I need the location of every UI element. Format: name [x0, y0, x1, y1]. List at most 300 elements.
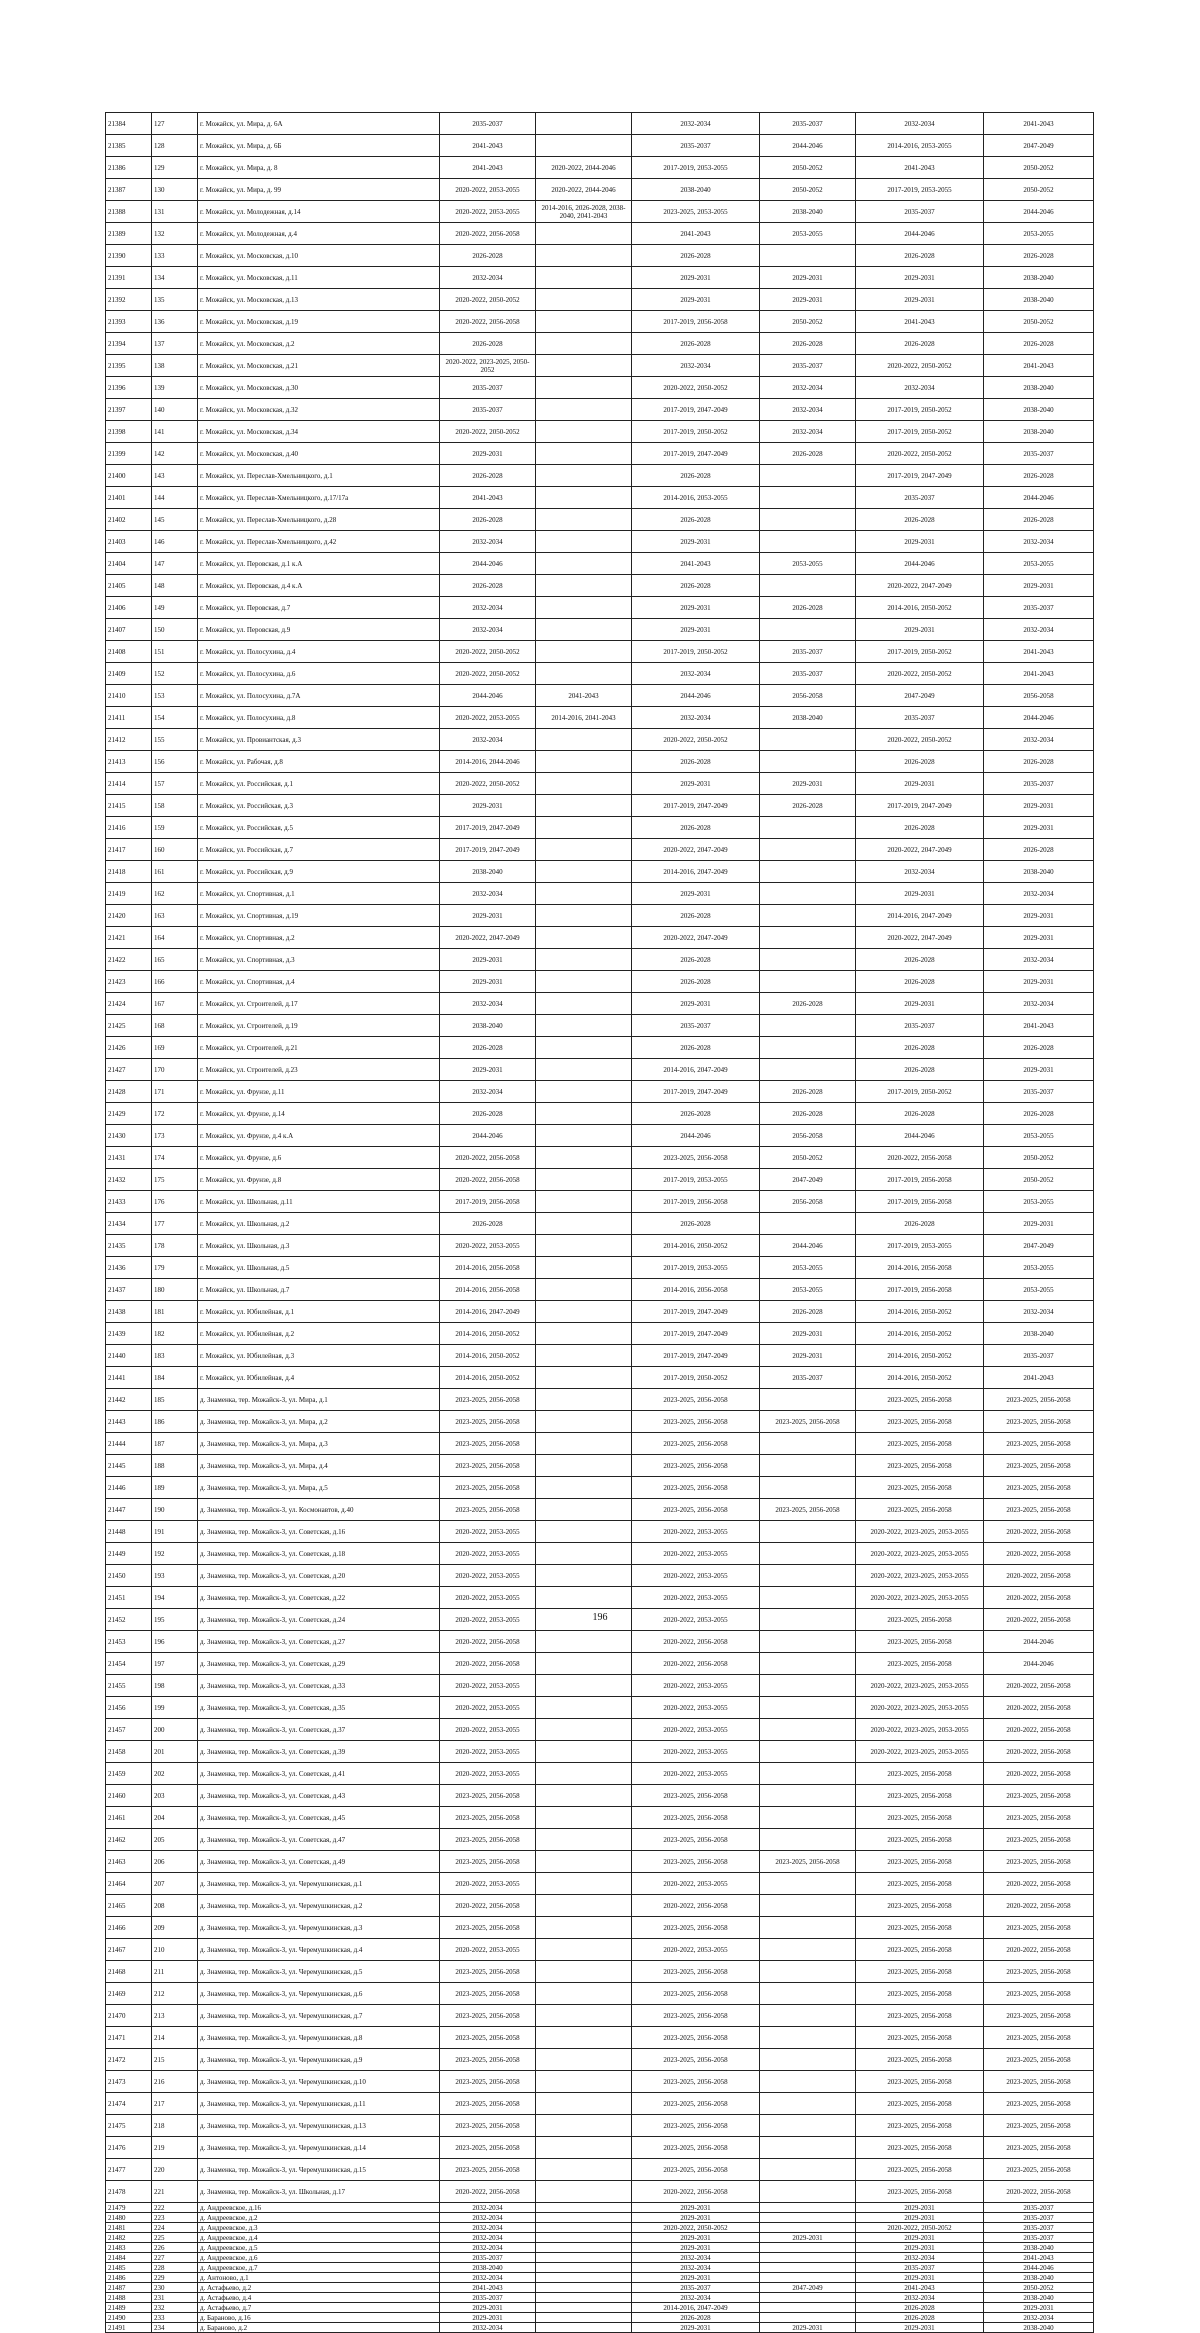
period-c-cell: 2029-2031	[632, 531, 760, 553]
address-cell: д. Знаменка, тер. Можайск-3, ул. Черемушкинская, д.1	[198, 1873, 440, 1895]
address-cell: г. Можайск, ул. Спортивная, д.1	[198, 883, 440, 905]
period-d-cell: 2035-2037	[760, 663, 856, 685]
period-d-cell	[760, 2263, 856, 2273]
period-c-cell: 2023-2025, 2056-2058	[632, 1917, 760, 1939]
period-e-cell: 2020-2022, 2023-2025, 2053-2055	[856, 1543, 984, 1565]
row-id-cell: 21486	[106, 2273, 152, 2283]
period-d-cell	[760, 245, 856, 267]
item-number-cell: 226	[152, 2243, 198, 2253]
period-c-cell: 2029-2031	[632, 289, 760, 311]
period-d-cell	[760, 971, 856, 993]
period-b-cell	[536, 927, 632, 949]
row-id-cell: 21446	[106, 1477, 152, 1499]
item-number-cell: 190	[152, 1499, 198, 1521]
period-a-cell: 2032-2034	[440, 619, 536, 641]
period-c-cell: 2017-2019, 2053-2055	[632, 157, 760, 179]
period-d-cell	[760, 1565, 856, 1587]
table-body	[106, 113, 1094, 2333]
period-c-cell: 2020-2022, 2053-2055	[632, 1587, 760, 1609]
period-a-cell: 2020-2022, 2050-2052	[440, 641, 536, 663]
table-row	[106, 1191, 1094, 1213]
period-c-cell: 2017-2019, 2056-2058	[632, 1191, 760, 1213]
row-id-cell: 21463	[106, 1851, 152, 1873]
row-id-cell: 21444	[106, 1433, 152, 1455]
period-e-cell: 2029-2031	[856, 993, 984, 1015]
period-f-cell: 2023-2025, 2056-2058	[984, 1917, 1094, 1939]
address-cell: г. Можайск, ул. Московская, д.32	[198, 399, 440, 421]
period-c-cell: 2023-2025, 2056-2058	[632, 2159, 760, 2181]
period-f-cell: 2026-2028	[984, 245, 1094, 267]
row-id-cell: 21474	[106, 2093, 152, 2115]
period-d-cell	[760, 465, 856, 487]
period-c-cell: 2017-2019, 2047-2049	[632, 795, 760, 817]
row-id-cell: 21440	[106, 1345, 152, 1367]
row-id-cell: 21439	[106, 1323, 152, 1345]
period-a-cell: 2026-2028	[440, 1037, 536, 1059]
period-d-cell	[760, 2071, 856, 2093]
period-f-cell: 2026-2028	[984, 1037, 1094, 1059]
table-row	[106, 223, 1094, 245]
period-b-cell	[536, 2027, 632, 2049]
address-cell: г. Можайск, ул. Строителей, д.17	[198, 993, 440, 1015]
table-row	[106, 421, 1094, 443]
item-number-cell: 139	[152, 377, 198, 399]
period-c-cell: 2026-2028	[632, 465, 760, 487]
period-e-cell: 2017-2019, 2056-2058	[856, 1279, 984, 1301]
row-id-cell: 21448	[106, 1521, 152, 1543]
table-row	[106, 1477, 1094, 1499]
row-id-cell: 21443	[106, 1411, 152, 1433]
table-row	[106, 465, 1094, 487]
period-a-cell: 2029-2031	[440, 443, 536, 465]
period-c-cell: 2035-2037	[632, 2283, 760, 2293]
row-id-cell: 21427	[106, 1059, 152, 1081]
table-row	[106, 531, 1094, 553]
period-c-cell: 2023-2025, 2056-2058	[632, 1499, 760, 1521]
table-row	[106, 773, 1094, 795]
row-id-cell: 21400	[106, 465, 152, 487]
row-id-cell: 21417	[106, 839, 152, 861]
period-b-cell	[536, 1235, 632, 1257]
table-row	[106, 2005, 1094, 2027]
period-f-cell: 2050-2052	[984, 1147, 1094, 1169]
period-c-cell: 2026-2028	[632, 333, 760, 355]
table-row	[106, 1235, 1094, 1257]
period-e-cell: 2020-2022, 2023-2025, 2053-2055	[856, 1587, 984, 1609]
period-b-cell	[536, 1917, 632, 1939]
table-row	[106, 2203, 1094, 2213]
period-a-cell: 2023-2025, 2056-2058	[440, 1807, 536, 1829]
period-b-cell	[536, 1631, 632, 1653]
table-row	[106, 1675, 1094, 1697]
item-number-cell: 151	[152, 641, 198, 663]
address-cell: д. Знаменка, тер. Можайск-3, ул. Советская, д.29	[198, 1653, 440, 1675]
period-f-cell: 2020-2022, 2056-2058	[984, 1763, 1094, 1785]
period-e-cell: 2020-2022, 2023-2025, 2053-2055	[856, 1741, 984, 1763]
address-cell: г. Можайск, ул. Провиантская, д.3	[198, 729, 440, 751]
item-number-cell: 206	[152, 1851, 198, 1873]
address-cell: д. Знаменка, тер. Можайск-3, ул. Советская, д.49	[198, 1851, 440, 1873]
address-cell: г. Можайск, ул. Перовская, д.7	[198, 597, 440, 619]
period-c-cell: 2038-2040	[632, 179, 760, 201]
table-row	[106, 663, 1094, 685]
period-b-cell	[536, 905, 632, 927]
address-cell: г. Можайск, ул. Юбилейная, д.1	[198, 1301, 440, 1323]
period-b-cell	[536, 751, 632, 773]
period-a-cell: 2023-2025, 2056-2058	[440, 2115, 536, 2137]
period-a-cell: 2041-2043	[440, 135, 536, 157]
period-d-cell: 2026-2028	[760, 993, 856, 1015]
period-e-cell: 2014-2016, 2050-2052	[856, 1323, 984, 1345]
period-f-cell: 2029-2031	[984, 817, 1094, 839]
address-cell: г. Можайск, ул. Школьная, д.3	[198, 1235, 440, 1257]
period-e-cell: 2026-2028	[856, 333, 984, 355]
period-f-cell: 2023-2025, 2056-2058	[984, 2159, 1094, 2181]
period-f-cell: 2026-2028	[984, 839, 1094, 861]
period-b-cell	[536, 2243, 632, 2253]
period-f-cell: 2050-2052	[984, 1169, 1094, 1191]
period-a-cell: 2023-2025, 2056-2058	[440, 1477, 536, 1499]
item-number-cell: 220	[152, 2159, 198, 2181]
period-d-cell: 2056-2058	[760, 1125, 856, 1147]
period-e-cell: 2017-2019, 2053-2055	[856, 1235, 984, 1257]
period-c-cell: 2041-2043	[632, 223, 760, 245]
period-f-cell: 2020-2022, 2056-2058	[984, 1565, 1094, 1587]
period-e-cell: 2023-2025, 2056-2058	[856, 2049, 984, 2071]
period-c-cell: 2026-2028	[632, 1103, 760, 1125]
address-cell: д. Знаменка, тер. Можайск-3, ул. Черемушкинская, д.3	[198, 1917, 440, 1939]
period-b-cell	[536, 1697, 632, 1719]
period-a-cell: 2020-2022, 2053-2055	[440, 1741, 536, 1763]
period-c-cell: 2023-2025, 2056-2058	[632, 2027, 760, 2049]
period-e-cell: 2017-2019, 2056-2058	[856, 1191, 984, 1213]
period-a-cell: 2026-2028	[440, 465, 536, 487]
period-e-cell: 2029-2031	[856, 883, 984, 905]
period-f-cell: 2047-2049	[984, 1235, 1094, 1257]
period-e-cell: 2026-2028	[856, 751, 984, 773]
table-row	[106, 2253, 1094, 2263]
table-row	[106, 1037, 1094, 1059]
period-e-cell: 2017-2019, 2047-2049	[856, 465, 984, 487]
address-cell: д. Андреевское, д.4	[198, 2233, 440, 2243]
period-e-cell: 2026-2028	[856, 1103, 984, 1125]
period-e-cell: 2017-2019, 2053-2055	[856, 179, 984, 201]
item-number-cell: 186	[152, 1411, 198, 1433]
table-row	[106, 1301, 1094, 1323]
address-cell: г. Можайск, ул. Полосухина, д.8	[198, 707, 440, 729]
item-number-cell: 214	[152, 2027, 198, 2049]
period-d-cell: 2053-2055	[760, 1257, 856, 1279]
address-cell: д. Знаменка, тер. Можайск-3, ул. Черемушкинская, д.6	[198, 1983, 440, 2005]
period-a-cell: 2044-2046	[440, 685, 536, 707]
row-id-cell: 21453	[106, 1631, 152, 1653]
period-a-cell: 2029-2031	[440, 795, 536, 817]
period-d-cell	[760, 1015, 856, 1037]
period-f-cell: 2038-2040	[984, 861, 1094, 883]
period-e-cell: 2032-2034	[856, 861, 984, 883]
row-id-cell: 21385	[106, 135, 152, 157]
row-id-cell: 21389	[106, 223, 152, 245]
item-number-cell: 196	[152, 1631, 198, 1653]
period-a-cell: 2023-2025, 2056-2058	[440, 2093, 536, 2115]
period-a-cell: 2032-2034	[440, 2203, 536, 2213]
item-number-cell: 211	[152, 1961, 198, 1983]
period-b-cell	[536, 2293, 632, 2303]
table-row	[106, 2159, 1094, 2181]
address-cell: г. Можайск, ул. Спортивная, д.2	[198, 927, 440, 949]
row-id-cell: 21407	[106, 619, 152, 641]
period-f-cell: 2047-2049	[984, 135, 1094, 157]
period-e-cell: 2020-2022, 2047-2049	[856, 575, 984, 597]
period-c-cell: 2020-2022, 2056-2058	[632, 1895, 760, 1917]
table-row	[106, 487, 1094, 509]
period-c-cell: 2020-2022, 2053-2055	[632, 1565, 760, 1587]
period-d-cell: 2029-2031	[760, 289, 856, 311]
table-row	[106, 1411, 1094, 1433]
period-c-cell: 2017-2019, 2056-2058	[632, 311, 760, 333]
period-a-cell: 2026-2028	[440, 1103, 536, 1125]
item-number-cell: 194	[152, 1587, 198, 1609]
period-d-cell: 2029-2031	[760, 2323, 856, 2333]
period-d-cell	[760, 2093, 856, 2115]
period-b-cell	[536, 1411, 632, 1433]
period-b-cell: 2014-2016, 2041-2043	[536, 707, 632, 729]
row-id-cell: 21431	[106, 1147, 152, 1169]
period-c-cell: 2014-2016, 2056-2058	[632, 1279, 760, 1301]
row-id-cell: 21404	[106, 553, 152, 575]
period-c-cell: 2023-2025, 2056-2058	[632, 1807, 760, 1829]
item-number-cell: 145	[152, 509, 198, 531]
period-f-cell: 2026-2028	[984, 751, 1094, 773]
period-c-cell: 2029-2031	[632, 267, 760, 289]
row-id-cell: 21468	[106, 1961, 152, 1983]
item-number-cell: 175	[152, 1169, 198, 1191]
table-row	[106, 1851, 1094, 1873]
table-row	[106, 1895, 1094, 1917]
period-d-cell: 2032-2034	[760, 399, 856, 421]
period-f-cell: 2020-2022, 2056-2058	[984, 1895, 1094, 1917]
item-number-cell: 216	[152, 2071, 198, 2093]
address-cell: д. Антоново, д.1	[198, 2273, 440, 2283]
row-id-cell: 21460	[106, 1785, 152, 1807]
row-id-cell: 21442	[106, 1389, 152, 1411]
row-id-cell: 21466	[106, 1917, 152, 1939]
period-b-cell	[536, 289, 632, 311]
period-e-cell: 2026-2028	[856, 971, 984, 993]
period-c-cell: 2020-2022, 2053-2055	[632, 1873, 760, 1895]
period-c-cell: 2035-2037	[632, 135, 760, 157]
table-row	[106, 2049, 1094, 2071]
item-number-cell: 132	[152, 223, 198, 245]
table-row	[106, 2137, 1094, 2159]
period-a-cell: 2020-2022, 2056-2058	[440, 1653, 536, 1675]
period-b-cell: 2041-2043	[536, 685, 632, 707]
period-e-cell: 2023-2025, 2056-2058	[856, 2093, 984, 2115]
period-a-cell: 2023-2025, 2056-2058	[440, 1829, 536, 1851]
item-number-cell: 187	[152, 1433, 198, 1455]
address-cell: г. Можайск, ул. Мира, д. 99	[198, 179, 440, 201]
period-e-cell: 2029-2031	[856, 2243, 984, 2253]
period-c-cell: 2017-2019, 2050-2052	[632, 421, 760, 443]
period-e-cell: 2023-2025, 2056-2058	[856, 2137, 984, 2159]
item-number-cell: 181	[152, 1301, 198, 1323]
period-f-cell: 2020-2022, 2056-2058	[984, 1873, 1094, 1895]
item-number-cell: 167	[152, 993, 198, 1015]
period-f-cell: 2038-2040	[984, 267, 1094, 289]
period-a-cell: 2035-2037	[440, 113, 536, 135]
item-number-cell: 218	[152, 2115, 198, 2137]
period-e-cell: 2029-2031	[856, 2203, 984, 2213]
period-c-cell: 2020-2022, 2053-2055	[632, 1675, 760, 1697]
period-b-cell: 2020-2022, 2044-2046	[536, 157, 632, 179]
item-number-cell: 133	[152, 245, 198, 267]
period-a-cell: 2020-2022, 2050-2052	[440, 421, 536, 443]
table-row	[106, 113, 1094, 135]
address-cell: д. Знаменка, тер. Можайск-3, ул. Мира, д.3	[198, 1433, 440, 1455]
period-d-cell: 2026-2028	[760, 795, 856, 817]
period-f-cell: 2029-2031	[984, 795, 1094, 817]
period-c-cell: 2017-2019, 2047-2049	[632, 443, 760, 465]
period-d-cell	[760, 1587, 856, 1609]
period-c-cell: 2020-2022, 2056-2058	[632, 2181, 760, 2203]
period-a-cell: 2017-2019, 2056-2058	[440, 1191, 536, 1213]
table-row	[106, 553, 1094, 575]
period-c-cell: 2023-2025, 2056-2058	[632, 2071, 760, 2093]
period-e-cell: 2023-2025, 2056-2058	[856, 1785, 984, 1807]
period-c-cell: 2020-2022, 2056-2058	[632, 1631, 760, 1653]
period-d-cell	[760, 531, 856, 553]
period-e-cell: 2014-2016, 2056-2058	[856, 1257, 984, 1279]
period-e-cell: 2017-2019, 2056-2058	[856, 1169, 984, 1191]
item-number-cell: 227	[152, 2253, 198, 2263]
period-a-cell: 2020-2022, 2053-2055	[440, 1675, 536, 1697]
address-cell: г. Можайск, ул. Московская, д.34	[198, 421, 440, 443]
period-b-cell	[536, 333, 632, 355]
item-number-cell: 231	[152, 2293, 198, 2303]
table-row	[106, 2071, 1094, 2093]
period-f-cell: 2020-2022, 2056-2058	[984, 1741, 1094, 1763]
period-b-cell	[536, 2049, 632, 2071]
period-a-cell: 2038-2040	[440, 861, 536, 883]
period-a-cell: 2032-2034	[440, 2273, 536, 2283]
period-a-cell: 2032-2034	[440, 729, 536, 751]
table-row	[106, 1103, 1094, 1125]
period-d-cell	[760, 2049, 856, 2071]
period-f-cell: 2020-2022, 2056-2058	[984, 1587, 1094, 1609]
item-number-cell: 200	[152, 1719, 198, 1741]
item-number-cell: 173	[152, 1125, 198, 1147]
period-a-cell: 2014-2016, 2050-2052	[440, 1323, 536, 1345]
period-b-cell	[536, 2093, 632, 2115]
address-cell: д. Знаменка, тер. Можайск-3, ул. Черемушкинская, д.9	[198, 2049, 440, 2071]
period-e-cell: 2032-2034	[856, 377, 984, 399]
period-d-cell: 2050-2052	[760, 179, 856, 201]
period-d-cell: 2044-2046	[760, 135, 856, 157]
period-d-cell	[760, 2115, 856, 2137]
period-b-cell	[536, 2159, 632, 2181]
item-number-cell: 154	[152, 707, 198, 729]
period-b-cell	[536, 1565, 632, 1587]
period-e-cell: 2020-2022, 2023-2025, 2053-2055	[856, 1565, 984, 1587]
period-e-cell: 2023-2025, 2056-2058	[856, 1829, 984, 1851]
period-b-cell	[536, 1169, 632, 1191]
period-b-cell	[536, 1147, 632, 1169]
period-b-cell	[536, 1939, 632, 1961]
row-id-cell: 21395	[106, 355, 152, 377]
period-a-cell: 2026-2028	[440, 575, 536, 597]
period-a-cell: 2023-2025, 2056-2058	[440, 2005, 536, 2027]
period-a-cell: 2038-2040	[440, 2263, 536, 2273]
period-a-cell: 2023-2025, 2056-2058	[440, 1433, 536, 1455]
period-c-cell: 2020-2022, 2053-2055	[632, 1719, 760, 1741]
period-d-cell: 2044-2046	[760, 1235, 856, 1257]
period-e-cell: 2014-2016, 2050-2052	[856, 597, 984, 619]
period-a-cell: 2023-2025, 2056-2058	[440, 2159, 536, 2181]
period-e-cell: 2026-2028	[856, 1037, 984, 1059]
period-b-cell	[536, 531, 632, 553]
period-e-cell: 2023-2025, 2056-2058	[856, 1411, 984, 1433]
table-row	[106, 1587, 1094, 1609]
period-d-cell	[760, 839, 856, 861]
period-f-cell: 2023-2025, 2056-2058	[984, 1785, 1094, 1807]
period-b-cell	[536, 223, 632, 245]
period-f-cell: 2023-2025, 2056-2058	[984, 1829, 1094, 1851]
period-a-cell: 2020-2022, 2053-2055	[440, 1521, 536, 1543]
address-cell: г. Можайск, ул. Московская, д.40	[198, 443, 440, 465]
period-d-cell	[760, 2181, 856, 2203]
item-number-cell: 152	[152, 663, 198, 685]
period-c-cell: 2023-2025, 2056-2058	[632, 1961, 760, 1983]
period-c-cell: 2020-2022, 2053-2055	[632, 1697, 760, 1719]
period-e-cell: 2032-2034	[856, 2253, 984, 2263]
period-a-cell: 2014-2016, 2050-2052	[440, 1345, 536, 1367]
row-id-cell: 21491	[106, 2323, 152, 2333]
table-row	[106, 1323, 1094, 1345]
period-d-cell	[760, 1059, 856, 1081]
row-id-cell: 21406	[106, 597, 152, 619]
address-cell: г. Можайск, ул. Московская, д.10	[198, 245, 440, 267]
period-b-cell	[536, 1829, 632, 1851]
period-b-cell	[536, 421, 632, 443]
period-e-cell: 2023-2025, 2056-2058	[856, 1455, 984, 1477]
period-b-cell	[536, 311, 632, 333]
row-id-cell: 21401	[106, 487, 152, 509]
period-c-cell: 2020-2022, 2047-2049	[632, 927, 760, 949]
period-b-cell	[536, 2213, 632, 2223]
address-cell: г. Можайск, ул. Переслав-Хмельницкого, д.17/17а	[198, 487, 440, 509]
period-d-cell	[760, 509, 856, 531]
period-c-cell: 2026-2028	[632, 245, 760, 267]
period-a-cell: 2032-2034	[440, 531, 536, 553]
period-c-cell: 2017-2019, 2047-2049	[632, 399, 760, 421]
period-b-cell	[536, 1191, 632, 1213]
item-number-cell: 130	[152, 179, 198, 201]
period-f-cell: 2023-2025, 2056-2058	[984, 1807, 1094, 1829]
item-number-cell: 188	[152, 1455, 198, 1477]
period-b-cell	[536, 1213, 632, 1235]
period-f-cell: 2053-2055	[984, 1257, 1094, 1279]
period-b-cell	[536, 1301, 632, 1323]
address-cell: д. Знаменка, тер. Можайск-3, ул. Школьная, д.17	[198, 2181, 440, 2203]
period-f-cell: 2035-2037	[984, 597, 1094, 619]
row-id-cell: 21424	[106, 993, 152, 1015]
address-cell: г. Можайск, ул. Школьная, д.2	[198, 1213, 440, 1235]
period-d-cell	[760, 883, 856, 905]
period-e-cell: 2023-2025, 2056-2058	[856, 2071, 984, 2093]
table-row	[106, 641, 1094, 663]
period-b-cell: 2014-2016, 2026-2028, 2038-2040, 2041-2043	[536, 201, 632, 223]
period-b-cell	[536, 729, 632, 751]
